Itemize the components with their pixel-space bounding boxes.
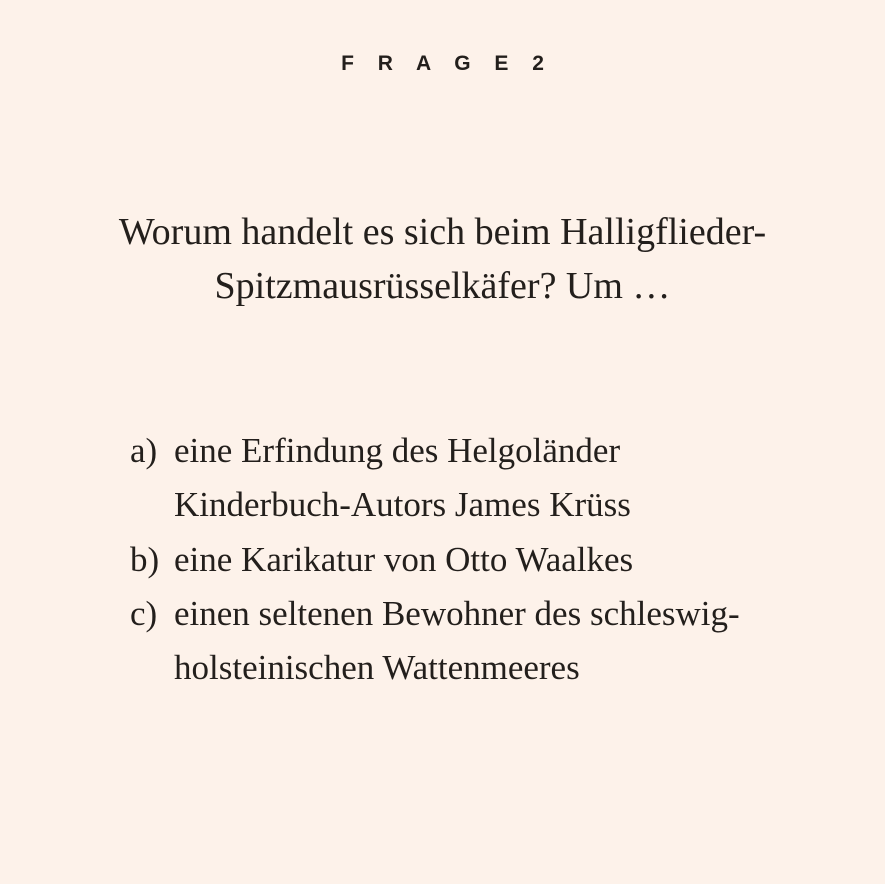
answer-option-a[interactable] bbox=[130, 424, 790, 533]
answer-text: eine Erfindung des Helgoländer Kinderbuch-Autors James Krüss bbox=[174, 431, 631, 525]
answer-text: einen seltenen Bewohner des schleswig-holsteinischen Wattenmeeres bbox=[174, 593, 740, 687]
answer-marker: c) bbox=[130, 593, 158, 633]
question-label: F R A G E 2 bbox=[341, 52, 553, 75]
answer-marker: b) bbox=[130, 539, 160, 579]
answer-option-b[interactable] bbox=[130, 533, 790, 587]
question-text: Worum handelt es sich beim Halligflieder-Spitzmausrüsselkäfer? Um … bbox=[118, 211, 767, 307]
answer-text: eine Karikatur von Otto Waalkes bbox=[174, 539, 634, 579]
answer-marker: a) bbox=[130, 431, 158, 470]
answer-list bbox=[130, 424, 790, 695]
answer-option-c[interactable] bbox=[130, 587, 790, 696]
